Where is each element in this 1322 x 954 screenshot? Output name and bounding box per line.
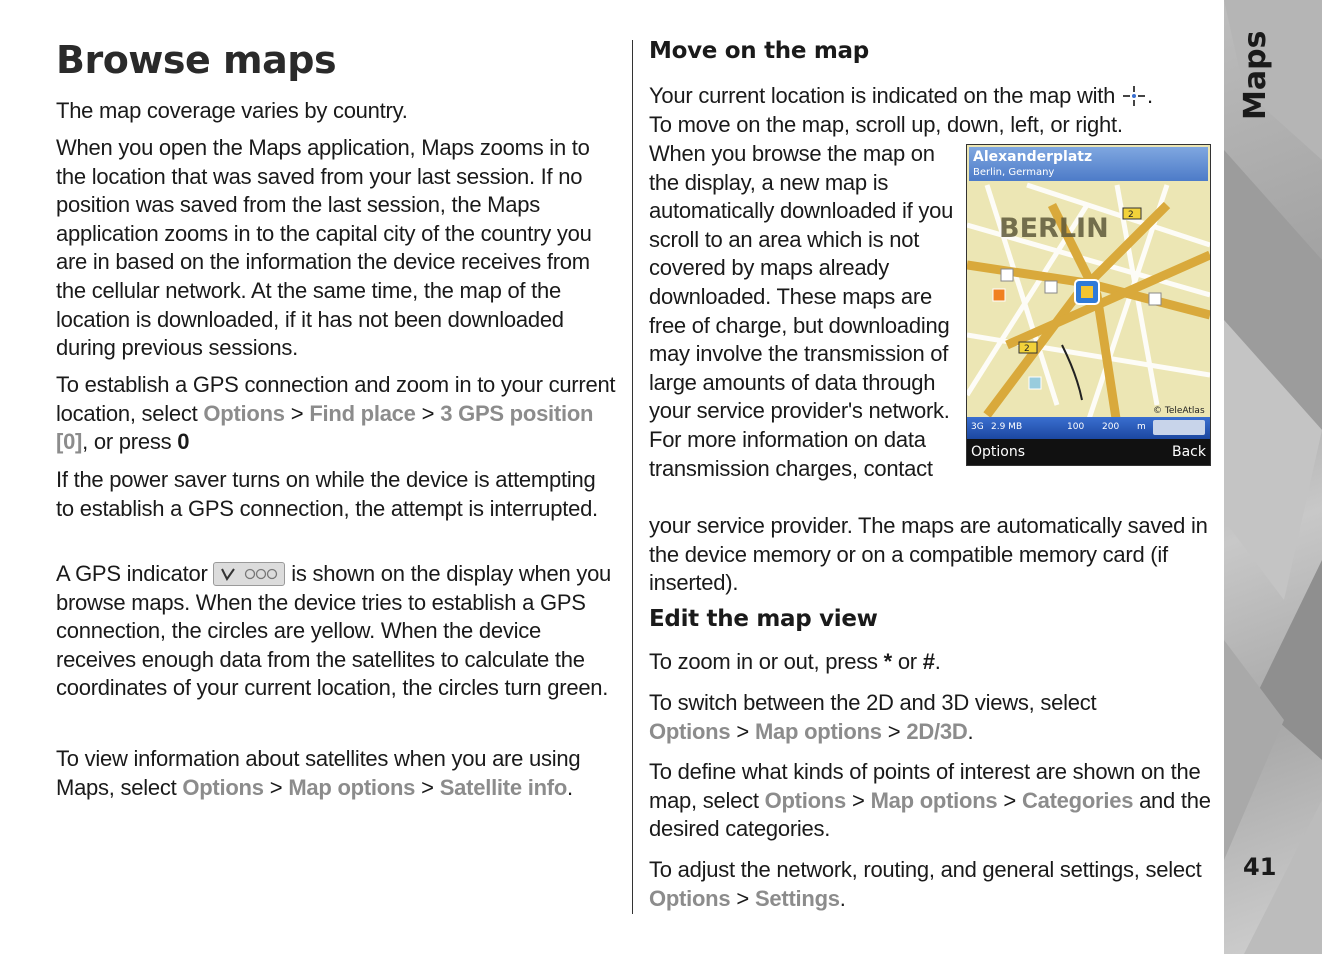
menu-gps-position: 3 GPS position [0] [56, 400, 594, 455]
menu-options: Options [764, 787, 846, 813]
menu-categories: Categories [1021, 787, 1134, 813]
menu-find-place: Find place [309, 400, 416, 426]
map-scale-200: 200 [1102, 422, 1120, 432]
current-location-paragraph: Your current location is indicated on the map with . [649, 83, 1153, 108]
menu-options: Options [203, 400, 285, 426]
menu-settings: Settings [754, 885, 840, 911]
power-saver-paragraph: If the power saver turns on while the device is attempting to establish a GPS connection, the attempt is interrupted. [56, 467, 598, 521]
map-place-name: Alexanderplatz [973, 149, 1093, 165]
open-maps-paragraph: When you open the Maps application, Maps zooms in to the location that was saved from your last session. If no position was saved from the last session, the Maps application zooms in to the capital city of the country you are in based on the information the device receives from the cellular network. At the same time, the map of the location is downloaded, if it has not been downloaded during previous sessions. [56, 135, 592, 361]
svg-text:2: 2 [1128, 210, 1134, 220]
poi-paragraph: To define what kinds of points of interest are shown on the map, select Options > Map options > Categories and the desired categories. [649, 759, 1211, 842]
gps-indicator-icon [213, 562, 285, 586]
menu-map-options: Map options [288, 774, 416, 800]
softkey-back: Back [1172, 444, 1206, 460]
satellite-info-paragraph: To view information about satellites when you are using Maps, select Options > Map options > Satellite info. [56, 746, 581, 800]
map-scale-unit: m [1137, 422, 1146, 432]
menu-satellite-info: Satellite info [439, 774, 568, 800]
page-number: 41 [1243, 853, 1277, 881]
scroll-paragraph: To move on the map, scroll up, down, left, or right. [649, 112, 1123, 137]
auto-download-paragraph: When you browse the map on the display, a new map is automatically downloaded if you scroll to an area which is not covered by maps already downloaded. These maps are free of charge, but downloading may involve the transmission of large amounts of data through your service provider's network. For more information on data transmission charges, contact [649, 141, 954, 481]
key-star: * [883, 649, 892, 674]
menu-options: Options [649, 718, 731, 744]
section-sidebar [1224, 0, 1322, 954]
auto-save-paragraph: your service provider. The maps are automatically saved in the device memory or on a compatible memory card (if inserted). [649, 513, 1208, 596]
menu-map-options: Map options [870, 787, 998, 813]
key-zero: 0 [177, 429, 190, 455]
svg-text:2: 2 [1024, 344, 1030, 354]
menu-options: Options [182, 774, 264, 800]
page-title: Browse maps [56, 38, 337, 82]
view-switch-paragraph: To switch between the 2D and 3D views, select Options > Map options > 2D/3D. [649, 690, 1097, 744]
map-softkey-bar [967, 439, 1210, 465]
section-tab [1238, 30, 1278, 130]
map-copyright: © TeleAtlas [1153, 406, 1205, 416]
softkey-options: Options [971, 444, 1026, 460]
menu-map-options: Map options [754, 718, 882, 744]
gps-indicator-paragraph: A GPS indicator is shown on the display when you browse maps. When the device tries to establish a GPS connection, the circles are yellow. When the device receives enough data from the satellites to calculate the coordinates of your current location, the circles turn green. [56, 561, 612, 701]
gps-3g-icon: 3G [971, 422, 984, 432]
coverage-paragraph: The map coverage varies by country. [56, 98, 408, 123]
map-gps-indicator-icon [1153, 420, 1205, 435]
zoom-paragraph: To zoom in or out, press * or #. [649, 649, 941, 674]
map-data-size: 2.9 MB [991, 422, 1023, 432]
heading-move-on-map: Move on the map [649, 38, 869, 64]
map-scale-100: 100 [1067, 422, 1085, 432]
gps-connection-paragraph: To establish a GPS connection and zoom in to your current location, select Options > Find place > 3 GPS position [0], or press 0 [56, 372, 616, 455]
column-divider [632, 40, 633, 914]
settings-paragraph: To adjust the network, routing, and general settings, select Options > Settings. [649, 857, 1202, 911]
menu-2d-3d: 2D/3D [906, 718, 968, 744]
current-location-icon [1121, 85, 1147, 107]
map-status-bar [967, 417, 1210, 439]
section-label: Maps [1238, 30, 1273, 120]
sidebar-pattern [1224, 0, 1322, 954]
map-city-label: BERLIN [999, 213, 1109, 244]
map-title-bar [969, 147, 1208, 181]
map-screenshot [966, 144, 1211, 466]
key-hash: # [922, 649, 935, 674]
menu-options: Options [649, 885, 731, 911]
heading-edit-map-view: Edit the map view [649, 606, 878, 632]
map-region-name: Berlin, Germany [973, 167, 1055, 178]
